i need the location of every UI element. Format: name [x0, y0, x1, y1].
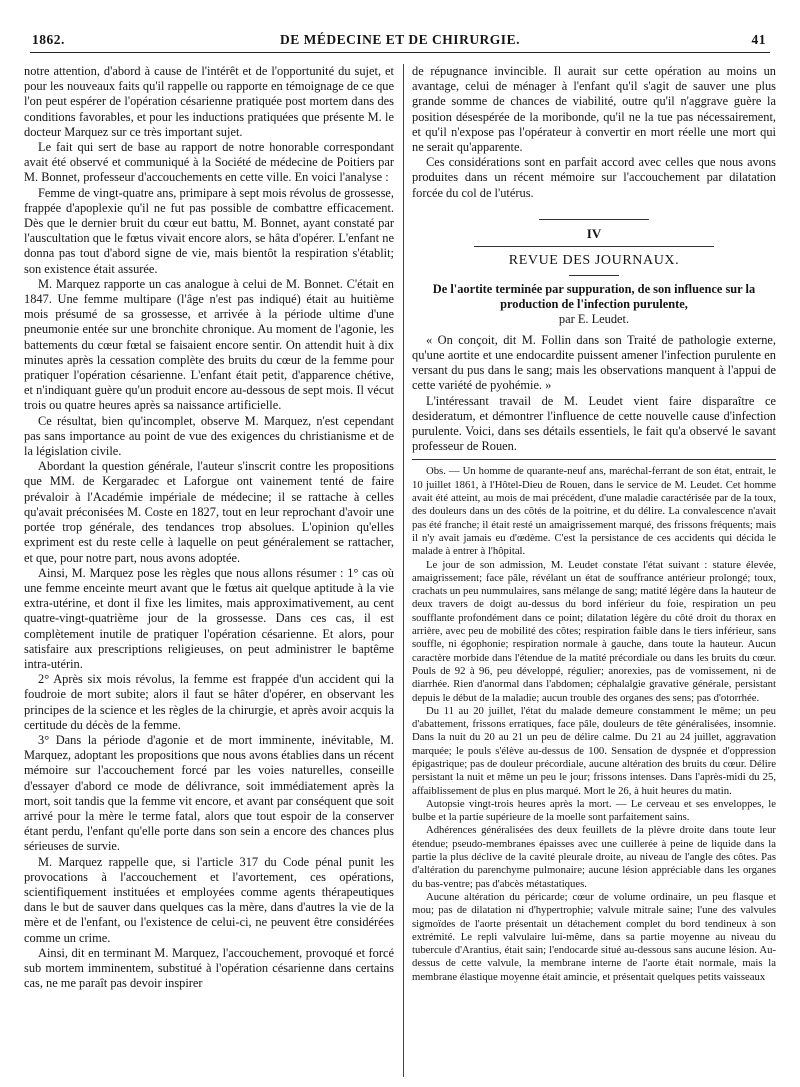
paragraph: Ainsi, M. Marquez pose les règles que nous allons résumer : 1° cas où une femme enceinte meurt avant que le fœtus ait quelque aptitude à la vie extra-utérine, et dont il fixe les limites, mais approximativement, au cent quatre-vingt-quatrième jour de la grossesse. Dans ces cas, il est complètement inutile de pratiquer l'opération césarienne. Et alors, pour satisfaire aux prescriptions religieuses, on peut administrer le baptême intra-utérin. — [24, 565, 394, 671]
section-title: REVUE DES JOURNAUX. — [508, 252, 680, 268]
paragraph: 3° Dans la période d'agonie et de mort imminente, inévitable, M. Marquez, adoptant les propositions que nous avons établies dans un récent mémoire sur l'accouchement forcé par les voies naturelles, conseille d'essayer d'abord ce mode de délivrance, soit immédiatement après la mort, soit tandis que la femme vit encore, et avant par conséquent que soit arrivé pour la mère le terme fatal, alors que tout espoir de la conserver étant perdu, l'enfant qu'elle porte dans son sein a encore des chances plus sérieuses de survie. — [24, 732, 394, 854]
observation-paragraph: Autopsie vingt-trois heures après la mort. — Le cerveau et ses enveloppes, le bulbe et la partie supérieure de la moelle sont parfaitement sains. — [412, 797, 776, 824]
header-year: 1862. — [32, 32, 65, 47]
paragraph: Abordant la question générale, l'auteur s'inscrit contre les propositions que MM. de Kergaradec et Laforgue ont vainement tenté de faire prévaloir à l'Académie impériale de médecine; il se rattache à celles qu'avait préconisées M. Coste en 1827, tout en leur reprochant d'avoir une portée trop générale, des tendances trop absolues. L'opinion qu'elles expriment est du reste celle à laquelle on peut généralement se rattacher, et que, pour notre part, nous avons adoptée. — [24, 459, 394, 565]
observation-paragraph: Adhérences généralisées des deux feuillets de la plèvre droite dans toute leur étendue; pseudo-membranes épaisses avec une cuillerée à peine de liquide dans la partie la plus déclive de la cavité pleurale droite, au niveau de l'angle des côtes. Pas d'altération du parenchyme pulmonaire; aucune lésion appréciable dans les organes du bas-ventre; pas d'abcès métastatiques. — [412, 824, 776, 890]
paragraph: Ainsi, dit en terminant M. Marquez, l'accouchement, provoqué et forcé sub mortem imminentem, substitué à l'opération césarienne dans certains cas, ne me paraît pas devoir inspirer — [24, 945, 394, 991]
article-author: par E. Leudet. — [558, 311, 630, 326]
paragraph: L'intéressant travail de M. Leudet vient faire disparaître ce desideratum, et démontrer l'influence de cette nouvelle cause d'infection purulente. Voici, dans ses détails essentiels, le fait qu'a observé le savant professeur de Rouen. — [412, 393, 776, 454]
running-header — [30, 30, 770, 53]
section-rule — [474, 246, 714, 247]
paragraph: notre attention, d'abord à cause de l'intérêt et de l'opportunité du sujet, et pour les nouveaux faits qu'il rappelle ou rapporte en témoignage de ce que l'on peut espérer de l'opération césarienne pratiquée post mortem dans des conditions favorables, et pour les inductions pratiquées que présente M. le docteur Marquez sur ce très important sujet. — [24, 64, 394, 139]
right-column — [412, 64, 776, 1079]
observation-rule — [412, 459, 776, 460]
paragraph: M. Marquez rapporte un cas analogue à celui de M. Bonnet. C'était en 1847. Une femme multipare (l'âge n'est pas indiqué) était au huitième mois présumé de sa grossesse, et arrivée à la période ultime d'une pneumonie entée sur une bronchite chronique. Au moment de l'agonie, les battements du cœur fœtal se faisaient encore sentir. On attendit huit à dix minutes après la cessation complète des bruits du cœur de la femme pour pratiquer l'opération césarienne. L'enfant était petit, d'apparence chétive, et n'indiquant guère qu'un produit encore au-dessous de sept mois. Il vécut trois ou quatre heures après sa naissance artificielle. — [24, 276, 394, 413]
header-title: DE MÉDECINE ET DE CHIRURGIE. — [280, 32, 520, 47]
paragraph: Le fait qui sert de base au rapport de notre honorable correspondant avait été observé et communiqué à la Société de médecine de Poitiers par M. Bonnet, professeur d'accouchements en cette ville. En voici l'analyse : — [24, 140, 394, 185]
left-column — [24, 64, 394, 1079]
paragraph: Ce résultat, bien qu'incomplet, observe M. Marquez, n'est cependant pas sans importance au point de vue des exigences du christianisme et de la législation civile. — [24, 413, 394, 459]
observation-paragraph: Le jour de son admission, M. Leudet constate l'état suivant : stature élevée, amaigrissement; face pâle, révélant un état de souffrance antérieur prolongé; toux, crachats un peu nummulaires, sans mélange de sang; matité légère dans la hauteur de deux travers de doigt au-dessus du bord inférieur du foie, respiration un peu soufflante profondément dans ce point; dilatation légère du côté droit du thorax en arrière, avec peu de mobilité des côtes; respiration faible dans le tiers inférieur, sans souffle, ni égophonie; respiration normale à gauche, dans toute la hauteur. Aucun caractère morbide dans l'étendue de la matité précordiale ou dans les bruits du cœur. Pouls de 92 à 96, peu développé, régulier; anorexies, pas de vomissement, ni de diarrhée. Rien d'anormal dans l'abdomen; céphalalgie gravative générale, persistant depuis le début de la maladie; aucun trouble des organes des sens; pas d'otorrhée. — [412, 558, 776, 704]
paragraph: Femme de vingt-quatre ans, primipare à sept mois révolus de grossesse, frappée d'apoplexie qu'il ne fut pas possible de combattre efficacement. Dès que le dernier bruit du cœur eut battu, M. Bonnet, ayant constaté par l'auscultation que le fœtus vivait encore alors, se hâta d'opérer. L'enfant ne donna pas tout d'abord signe de vie, mais bientôt la respiration s'établit; son existence était assurée. — [24, 185, 394, 276]
title-rule — [569, 275, 619, 276]
article-title: De l'aortite terminée par suppuration, de son influence sur la production de l'infection purulente, — [432, 281, 756, 311]
paragraph: 2° Après six mois révolus, la femme est frappée d'un accident qui la foudroie de mort subite; alors il faut se hâter d'opérer, en observant les principes de la science et les règles de la chirurgie, et après avoir acquis la certitude du décès de la femme. — [24, 672, 394, 732]
paragraph: de répugnance invincible. Il aurait sur cette opération au moins un avantage, celui de ménager à l'enfant qu'il s'agit de sauver une plus grande somme de chances de viabilité, outre qu'il n'aggrave guère la position désespérée de la moribonde, qu'il ne la tue pas nécessairement, et qu'il n'expose pas l'opérateur à convertir en mort réelle une mort qui ne serait qu'apparente. — [412, 64, 776, 155]
observation-paragraph: Aucune altération du péricarde; cœur de volume ordinaire, un peu flasque et mou; pas de dilatation ni d'hypertrophie; valvule mitrale saine; l'une des valvules sigmoïdes de l'aorte présentait un détachement complet du bord tendineux à son extrémité. Le repli valvulaire lui-même, dans sa partie moyenne au niveau du tubercule d'Arantius, était sain; l'endocarde situé au-dessous sans aucune lésion. Au-dessus de cette valvule, la membrane interne de l'aorte était normale, mais la membrane élastique moyenne était amincie, et présentait quelques petits vaisseaux — [412, 890, 776, 983]
section-number: IV — [586, 225, 602, 241]
paragraph: Ces considérations sont en parfait accord avec celles que nous avons produites dans un récent mémoire sur l'accouchement par dilatation forcée du col de l'utérus. — [412, 155, 776, 200]
paragraph: « On conçoit, dit M. Follin dans son Traité de pathologie externe, qu'une aortite et une endocardite puissent amener l'infection purulente en versant du pus dans le sang; mais les observations manquent à l'appui de cette variété de pyohémie. » — [412, 332, 776, 393]
paragraph: M. Marquez rappelle que, si l'article 317 du Code pénal punit les provocations à l'accouchement et l'avortement, ces opérations, scientifiquement instituées et employées comme agents thérapeutiques dans le but de sauver dans quelques cas la mère, dans d'autres la vie de la mère et de l'enfant, ou l'existence de celui-ci, ne peuvent être considérées comme un crime. — [24, 854, 394, 945]
column-divider — [403, 64, 404, 1077]
observation-paragraph: Obs. — Un homme de quarante-neuf ans, maréchal-ferrant de son état, entrait, le 10 juillet 1861, à l'Hôtel-Dieu de Rouen, dans le service de M. Leudet. Cet homme avait été atteint, au mois de mai précédent, d'une maladie caractérisée par de la toux, des douleurs dans un des côtés de la poitrine, et du délire. La convalescence n'avait pas été franche; il était resté un amaigrissement marqué, des frissons fréquents; mais il n'y avait jamais eu d'œdème. C'est la persistance de ces accidents qui décida le malade à entrer à l'hôpital. — [412, 465, 776, 558]
page-number: 41 — [751, 32, 766, 47]
observation-paragraph: Du 11 au 20 juillet, l'état du malade demeure constamment le même; un peu d'abattement, frissons erratiques, face pâle, douleurs de tête généralisées, insomnie. Dans la nuit du 20 au 21 un peu de délire calme. Du 21 au 24 juillet, aggravation marquée; le pouls s'élève au-dessus de 100. Sensation de dyspnée et d'oppression épigastrique; pas de douleur précordiale, aucune altération des bruits du cœur. Délire persistant la nuit et même un peu le jour; frissons intenses. Dans l'après-midi du 25, affaiblissement de plus en plus marqué. Mort le 26, à huit heures du matin. — [412, 704, 776, 797]
